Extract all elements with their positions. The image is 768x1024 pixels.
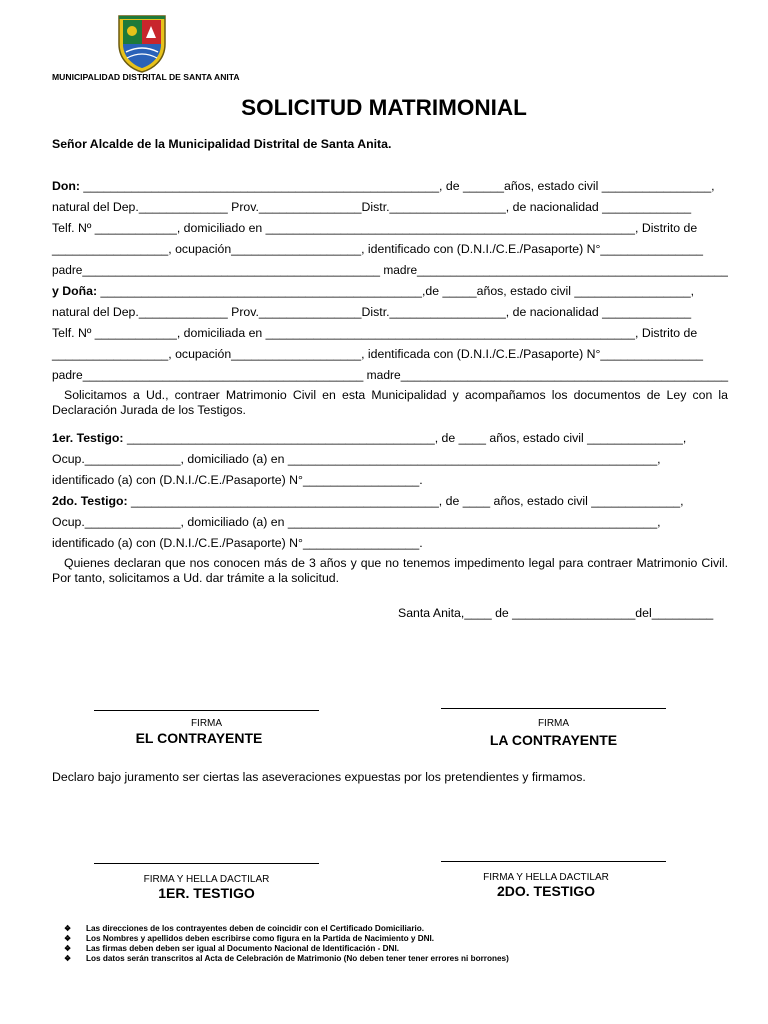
signature-line-testigo1 [94, 863, 319, 864]
diamond-bullet-icon: ❖ [64, 924, 72, 933]
dona-line-4: _________________, ocupación___________________, identificada con (D.N.I./C.E./Pasaporte) N°_______________ [52, 347, 704, 361]
diamond-bullet-icon: ❖ [64, 954, 72, 963]
witness2-line-3: identificado (a) con (D.N.I./C.E./Pasaporte) N°_________________. [52, 536, 423, 550]
witness2-line-2: Ocup.______________, domiciliado (a) en ______________________________________________________, [52, 515, 661, 529]
witness1-line-3: identificado (a) con (D.N.I./C.E./Pasaporte) N°_________________. [52, 473, 423, 487]
witness2-line-1 [52, 494, 684, 508]
dona-line-5: padre__________________________________________ madre_________________________________________________ [52, 368, 729, 382]
diamond-bullet-icon: ❖ [64, 944, 72, 953]
don-line-1 [52, 179, 715, 193]
don-line-4: _________________, ocupación___________________, identificado con (D.N.I./C.E./Pasaporte) N°_______________ [52, 242, 704, 256]
dona-label: y Doña: [52, 284, 98, 298]
dona-line-1-text: _______________________________________________,de _____años, estado civil _________________, [97, 284, 695, 298]
note-item: ❖ Los datos serán transcritos al Acta de Celebración de Matrimonio (No deben tener tener errores ni borrones) [64, 954, 509, 963]
la-contrayente-label: LA CONTRAYENTE [489, 732, 618, 748]
municipal-coat-of-arms [117, 14, 167, 74]
page-title: SOLICITUD MATRIMONIAL [241, 95, 527, 120]
salutation: Señor Alcalde de la Municipalidad Distrital de Santa Anita. [52, 137, 392, 151]
el-contrayente-label: EL CONTRAYENTE [135, 730, 263, 746]
witness1-line-1-text: _____________________________________________, de ____ años, estado civil ______________, [123, 431, 687, 445]
note-item: ❖ Las firmas deben deben ser igual al Documento Nacional de Identificación - DNI. [64, 944, 400, 953]
municipality-name: MUNICIPALIDAD DISTRITAL DE SANTA ANITA [52, 72, 240, 82]
witness1-line-1 [52, 431, 686, 445]
note-item: ❖ Los Nombres y apellidos deben escribirse como figura en la Partida de Nacimiento y DNI. [64, 934, 435, 943]
request-paragraph: Solicitamos a Ud., contraer Matrimonio Civil en esta Municipalidad y acompañamos los documentos de Ley con la Declaración Jurada de los Testigos. [52, 388, 728, 417]
date-line: Santa Anita,____ de __________________del_________ [398, 606, 714, 620]
diamond-bullet-icon: ❖ [64, 934, 72, 943]
dona-line-3: Telf. Nº ____________, domiciliada en ______________________________________________________, Distrito de [52, 326, 698, 340]
firma-label-el: FIRMA [190, 718, 223, 729]
firma-huella-label-2: FIRMA Y HELLA DACTILAR [483, 872, 609, 883]
don-line-5: padre_____________________________________________ madre_______________________________________________ [52, 263, 728, 277]
witness1-line-2: Ocup.______________, domiciliado (a) en ______________________________________________________, [52, 452, 661, 466]
don-line-3: Telf. Nº ____________, domiciliado en ______________________________________________________, Distrito de [52, 221, 698, 235]
declaration-paragraph: Quienes declaran que nos conocen más de 3 años y que no tenemos impedimento legal para contraer Matrimonio Civil. Por tanto, solicitamos a Ud. dar trámite a la solicitud. [52, 556, 728, 585]
don-label: Don: [52, 179, 80, 193]
signature-line-la [441, 708, 666, 709]
firma-label-la: FIRMA [537, 718, 570, 729]
signature-line-el [94, 710, 319, 711]
don-line-2: natural del Dep._____________ Prov._______________Distr._________________, de nacionalidad _____________ [52, 200, 692, 214]
signature-line-testigo2 [441, 861, 666, 862]
firma-huella-label-1: FIRMA Y HELLA DACTILAR [143, 874, 270, 885]
don-line-1-text: ____________________________________________________, de ______años, estado civil ________________, [80, 179, 715, 193]
testigo1-label: 1ER. TESTIGO [158, 885, 255, 901]
witness2-label: 2do. Testigo: [52, 494, 128, 508]
witness2-line-1-text: _____________________________________________, de ____ años, estado civil _____________, [127, 494, 684, 508]
notes-list [64, 924, 509, 964]
dona-line-1 [52, 284, 694, 298]
sworn-declaration: Declaro bajo juramento ser ciertas las aseveraciones expuestas por los pretendientes y firmamos. [52, 770, 586, 784]
note-item: ❖ Las direcciones de los contrayentes deben de coincidir con el Certificado Domiciliario. [64, 924, 425, 933]
dona-line-2: natural del Dep._____________ Prov._______________Distr._________________, de nacionalidad _____________ [52, 305, 692, 319]
witness1-label: 1er. Testigo: [52, 431, 124, 445]
testigo2-label: 2DO. TESTIGO [496, 883, 595, 899]
